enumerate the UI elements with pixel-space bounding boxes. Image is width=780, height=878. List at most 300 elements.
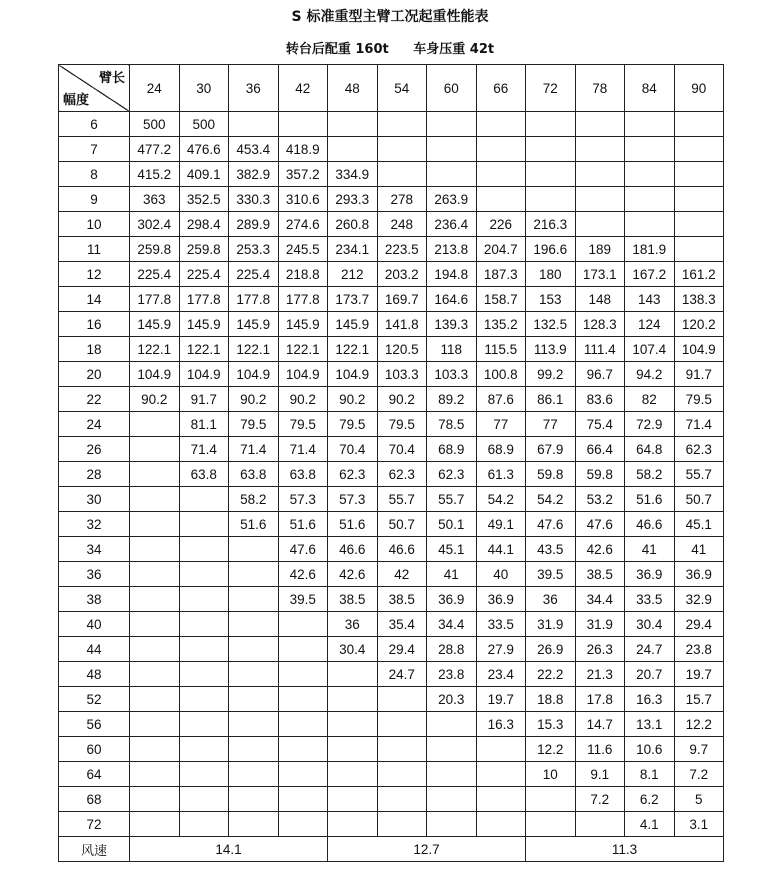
radius-cell: 16 [59, 312, 130, 337]
capacity-cell [179, 712, 229, 737]
load-chart-body [59, 65, 724, 862]
capacity-cell: 143 [625, 287, 675, 312]
capacity-cell: 260.8 [328, 212, 378, 237]
capacity-cell [229, 737, 279, 762]
capacity-cell: 120.5 [377, 337, 427, 362]
capacity-cell: 46.6 [377, 537, 427, 562]
capacity-cell [328, 737, 378, 762]
capacity-cell: 15.3 [526, 712, 576, 737]
table-row [59, 737, 724, 762]
capacity-cell: 10.6 [625, 737, 675, 762]
radius-cell: 44 [59, 637, 130, 662]
capacity-cell: 55.7 [674, 462, 724, 487]
radius-cell: 7 [59, 137, 130, 162]
boom-length-header: 36 [229, 65, 279, 112]
capacity-cell: 29.4 [674, 612, 724, 637]
table-row [59, 512, 724, 537]
capacity-cell: 139.3 [427, 312, 477, 337]
capacity-cell: 453.4 [229, 137, 279, 162]
radius-axis-label: 幅度 [63, 93, 90, 108]
capacity-cell: 3.1 [674, 812, 724, 837]
capacity-cell: 477.2 [130, 137, 180, 162]
capacity-cell: 145.9 [179, 312, 229, 337]
table-row [59, 112, 724, 137]
radius-cell: 36 [59, 562, 130, 587]
capacity-cell [575, 162, 625, 187]
capacity-cell: 177.8 [229, 287, 279, 312]
capacity-cell [575, 812, 625, 837]
capacity-cell: 15.7 [674, 687, 724, 712]
capacity-cell: 44.1 [476, 537, 526, 562]
table-row [59, 712, 724, 737]
capacity-cell [476, 187, 526, 212]
capacity-cell [476, 162, 526, 187]
capacity-cell: 298.4 [179, 212, 229, 237]
wind-speed-value: 12.7 [328, 837, 526, 862]
table-subtitle [0, 38, 780, 57]
capacity-cell: 83.6 [575, 387, 625, 412]
capacity-cell: 9.7 [674, 737, 724, 762]
capacity-cell: 55.7 [427, 487, 477, 512]
capacity-cell: 58.2 [625, 462, 675, 487]
radius-cell: 52 [59, 687, 130, 712]
capacity-cell: 21.3 [575, 662, 625, 687]
capacity-cell: 196.6 [526, 237, 576, 262]
capacity-cell: 45.1 [427, 537, 477, 562]
capacity-cell: 35.4 [377, 612, 427, 637]
capacity-cell [229, 637, 279, 662]
capacity-cell [328, 662, 378, 687]
capacity-cell: 46.6 [328, 537, 378, 562]
capacity-cell: 36 [526, 587, 576, 612]
table-row [59, 312, 724, 337]
capacity-cell: 41 [625, 537, 675, 562]
capacity-cell [427, 712, 477, 737]
boom-length-header: 90 [674, 65, 724, 112]
capacity-cell: 91.7 [179, 387, 229, 412]
capacity-cell: 71.4 [674, 412, 724, 437]
capacity-cell: 415.2 [130, 162, 180, 187]
table-row [59, 462, 724, 487]
capacity-cell [179, 737, 229, 762]
capacity-cell [575, 112, 625, 137]
capacity-cell [575, 187, 625, 212]
radius-cell: 12 [59, 262, 130, 287]
capacity-cell: 36.9 [427, 587, 477, 612]
counterweight-label: 转台后配重 160t [285, 42, 389, 57]
capacity-cell [625, 162, 675, 187]
capacity-cell [130, 662, 180, 687]
capacity-cell: 82 [625, 387, 675, 412]
capacity-cell: 14.7 [575, 712, 625, 737]
capacity-cell [229, 112, 279, 137]
capacity-cell [130, 687, 180, 712]
capacity-cell: 164.6 [427, 287, 477, 312]
boom-length-header: 72 [526, 65, 576, 112]
capacity-cell: 62.3 [674, 437, 724, 462]
capacity-cell [130, 712, 180, 737]
load-chart-table [58, 64, 724, 862]
capacity-cell [526, 187, 576, 212]
capacity-cell: 382.9 [229, 162, 279, 187]
capacity-cell [476, 812, 526, 837]
capacity-cell: 135.2 [476, 312, 526, 337]
capacity-cell [278, 762, 328, 787]
capacity-cell: 90.2 [278, 387, 328, 412]
boom-length-axis-label: 臂长 [98, 71, 125, 86]
capacity-cell: 67.9 [526, 437, 576, 462]
capacity-cell: 17.8 [575, 687, 625, 712]
capacity-cell: 6.2 [625, 787, 675, 812]
capacity-cell: 122.1 [229, 337, 279, 362]
capacity-cell [179, 762, 229, 787]
capacity-cell: 107.4 [625, 337, 675, 362]
capacity-cell: 71.4 [229, 437, 279, 462]
capacity-cell: 41 [427, 562, 477, 587]
capacity-cell [229, 762, 279, 787]
capacity-cell [130, 587, 180, 612]
capacity-cell: 289.9 [229, 212, 279, 237]
capacity-cell: 278 [377, 187, 427, 212]
capacity-cell: 16.3 [625, 687, 675, 712]
capacity-cell [130, 487, 180, 512]
table-row [59, 537, 724, 562]
wind-speed-label: 风速 [59, 837, 130, 862]
capacity-cell: 50.1 [427, 512, 477, 537]
capacity-cell: 90.2 [229, 387, 279, 412]
capacity-cell: 103.3 [377, 362, 427, 387]
capacity-cell: 212 [328, 262, 378, 287]
capacity-cell [130, 437, 180, 462]
capacity-cell [229, 687, 279, 712]
capacity-cell: 104.9 [229, 362, 279, 387]
radius-cell: 48 [59, 662, 130, 687]
capacity-cell: 81.1 [179, 412, 229, 437]
capacity-cell: 13.1 [625, 712, 675, 737]
wind-speed-value: 11.3 [526, 837, 724, 862]
radius-cell: 20 [59, 362, 130, 387]
capacity-cell: 225.4 [179, 262, 229, 287]
capacity-cell: 225.4 [130, 262, 180, 287]
capacity-cell: 86.1 [526, 387, 576, 412]
boom-length-header: 84 [625, 65, 675, 112]
capacity-cell: 51.6 [625, 487, 675, 512]
capacity-cell: 103.3 [427, 362, 477, 387]
table-row [59, 187, 724, 212]
capacity-cell: 28.8 [427, 637, 477, 662]
table-row [59, 387, 724, 412]
capacity-cell: 194.8 [427, 262, 477, 287]
table-row [59, 487, 724, 512]
capacity-cell: 72.9 [625, 412, 675, 437]
capacity-cell [476, 737, 526, 762]
capacity-cell: 63.8 [229, 462, 279, 487]
capacity-cell [130, 412, 180, 437]
capacity-cell: 39.5 [526, 562, 576, 587]
table-row [59, 237, 724, 262]
capacity-cell: 90.2 [328, 387, 378, 412]
capacity-cell: 248 [377, 212, 427, 237]
capacity-cell: 9.1 [575, 762, 625, 787]
capacity-cell [625, 137, 675, 162]
capacity-cell [328, 812, 378, 837]
capacity-cell: 79.5 [278, 412, 328, 437]
capacity-cell: 79.5 [377, 412, 427, 437]
capacity-cell: 38.5 [328, 587, 378, 612]
capacity-cell: 138.3 [674, 287, 724, 312]
capacity-cell: 23.8 [427, 662, 477, 687]
capacity-cell [229, 587, 279, 612]
capacity-cell [328, 112, 378, 137]
capacity-cell [130, 562, 180, 587]
table-row [59, 362, 724, 387]
capacity-cell: 89.2 [427, 387, 477, 412]
capacity-cell: 59.8 [526, 462, 576, 487]
radius-cell: 22 [59, 387, 130, 412]
radius-cell: 14 [59, 287, 130, 312]
radius-cell: 60 [59, 737, 130, 762]
capacity-cell [427, 737, 477, 762]
capacity-cell [377, 737, 427, 762]
capacity-cell: 36 [328, 612, 378, 637]
capacity-cell: 42.6 [278, 562, 328, 587]
capacity-cell [526, 812, 576, 837]
capacity-cell: 145.9 [278, 312, 328, 337]
table-title: S 标准重型主臂工况起重性能表 [291, 9, 489, 25]
capacity-cell: 113.9 [526, 337, 576, 362]
capacity-cell: 71.4 [179, 437, 229, 462]
capacity-cell [427, 812, 477, 837]
table-row [59, 262, 724, 287]
capacity-cell: 7.2 [575, 787, 625, 812]
capacity-cell [278, 612, 328, 637]
capacity-cell [229, 562, 279, 587]
capacity-cell [476, 787, 526, 812]
table-row [59, 212, 724, 237]
capacity-cell: 16.3 [476, 712, 526, 737]
capacity-cell: 245.5 [278, 237, 328, 262]
capacity-cell: 94.2 [625, 362, 675, 387]
capacity-cell: 50.7 [674, 487, 724, 512]
capacity-cell [130, 637, 180, 662]
capacity-cell: 259.8 [179, 237, 229, 262]
capacity-cell: 33.5 [625, 587, 675, 612]
radius-cell: 26 [59, 437, 130, 462]
capacity-cell [179, 812, 229, 837]
table-row [59, 787, 724, 812]
capacity-cell: 177.8 [179, 287, 229, 312]
capacity-cell: 173.1 [575, 262, 625, 287]
capacity-cell: 330.3 [229, 187, 279, 212]
capacity-cell: 71.4 [278, 437, 328, 462]
capacity-cell: 47.6 [278, 537, 328, 562]
capacity-cell: 39.5 [278, 587, 328, 612]
capacity-cell: 41 [674, 537, 724, 562]
capacity-cell [130, 737, 180, 762]
capacity-cell: 54.2 [526, 487, 576, 512]
capacity-cell: 91.7 [674, 362, 724, 387]
capacity-cell: 145.9 [229, 312, 279, 337]
capacity-cell [377, 787, 427, 812]
capacity-cell: 77 [476, 412, 526, 437]
capacity-cell: 120.2 [674, 312, 724, 337]
capacity-cell: 20.7 [625, 662, 675, 687]
capacity-cell: 132.5 [526, 312, 576, 337]
capacity-cell: 63.8 [179, 462, 229, 487]
capacity-cell: 352.5 [179, 187, 229, 212]
radius-cell: 28 [59, 462, 130, 487]
capacity-cell [328, 712, 378, 737]
capacity-cell: 169.7 [377, 287, 427, 312]
table-row [59, 812, 724, 837]
capacity-cell: 145.9 [328, 312, 378, 337]
radius-cell: 18 [59, 337, 130, 362]
capacity-cell: 24.7 [377, 662, 427, 687]
capacity-cell: 34.4 [427, 612, 477, 637]
capacity-cell [526, 112, 576, 137]
capacity-cell: 500 [179, 112, 229, 137]
header-row [59, 65, 724, 112]
radius-cell: 72 [59, 812, 130, 837]
capacity-cell: 216.3 [526, 212, 576, 237]
capacity-cell [377, 687, 427, 712]
boom-length-header: 42 [278, 65, 328, 112]
capacity-cell [674, 187, 724, 212]
capacity-cell: 10 [526, 762, 576, 787]
capacity-cell: 118 [427, 337, 477, 362]
capacity-cell: 187.3 [476, 262, 526, 287]
capacity-cell: 274.6 [278, 212, 328, 237]
capacity-cell: 100.8 [476, 362, 526, 387]
capacity-cell: 158.7 [476, 287, 526, 312]
capacity-cell: 79.5 [674, 387, 724, 412]
capacity-cell: 75.4 [575, 412, 625, 437]
capacity-cell: 12.2 [526, 737, 576, 762]
capacity-cell: 38.5 [377, 587, 427, 612]
radius-cell: 24 [59, 412, 130, 437]
capacity-cell: 500 [130, 112, 180, 137]
capacity-cell: 20.3 [427, 687, 477, 712]
capacity-cell: 22.2 [526, 662, 576, 687]
capacity-cell: 59.8 [575, 462, 625, 487]
capacity-cell: 11.6 [575, 737, 625, 762]
capacity-cell: 29.4 [377, 637, 427, 662]
radius-cell: 30 [59, 487, 130, 512]
wind-speed-row [59, 837, 724, 862]
capacity-cell [377, 712, 427, 737]
capacity-cell [179, 562, 229, 587]
capacity-cell [130, 812, 180, 837]
capacity-cell: 153 [526, 287, 576, 312]
capacity-cell [179, 537, 229, 562]
capacity-cell: 293.3 [328, 187, 378, 212]
capacity-cell: 253.3 [229, 237, 279, 262]
capacity-cell [278, 662, 328, 687]
capacity-cell [179, 662, 229, 687]
capacity-cell [229, 612, 279, 637]
capacity-cell: 122.1 [130, 337, 180, 362]
capacity-cell [575, 212, 625, 237]
radius-cell: 68 [59, 787, 130, 812]
capacity-cell [674, 162, 724, 187]
capacity-cell [328, 762, 378, 787]
capacity-cell: 363 [130, 187, 180, 212]
capacity-cell: 68.9 [427, 437, 477, 462]
capacity-cell: 19.7 [674, 662, 724, 687]
table-row [59, 612, 724, 637]
capacity-cell: 145.9 [130, 312, 180, 337]
capacity-cell: 62.3 [427, 462, 477, 487]
capacity-cell: 122.1 [328, 337, 378, 362]
capacity-cell: 218.8 [278, 262, 328, 287]
capacity-cell [229, 712, 279, 737]
radius-cell: 9 [59, 187, 130, 212]
capacity-cell: 99.2 [526, 362, 576, 387]
capacity-cell: 87.6 [476, 387, 526, 412]
capacity-cell [179, 637, 229, 662]
capacity-cell [179, 612, 229, 637]
capacity-cell: 104.9 [278, 362, 328, 387]
capacity-cell: 180 [526, 262, 576, 287]
capacity-cell: 124 [625, 312, 675, 337]
capacity-cell [130, 787, 180, 812]
capacity-cell: 115.5 [476, 337, 526, 362]
capacity-cell [229, 787, 279, 812]
table-row [59, 762, 724, 787]
capacity-cell: 19.7 [476, 687, 526, 712]
capacity-cell: 161.2 [674, 262, 724, 287]
capacity-cell [130, 537, 180, 562]
capacity-cell: 128.3 [575, 312, 625, 337]
table-row [59, 687, 724, 712]
capacity-cell: 77 [526, 412, 576, 437]
capacity-cell [377, 112, 427, 137]
boom-length-header: 78 [575, 65, 625, 112]
capacity-cell [278, 812, 328, 837]
car-ballast-label: 车身压重 42t [413, 42, 495, 57]
capacity-cell: 173.7 [328, 287, 378, 312]
radius-cell: 64 [59, 762, 130, 787]
capacity-cell: 302.4 [130, 212, 180, 237]
capacity-cell: 79.5 [229, 412, 279, 437]
capacity-cell [427, 162, 477, 187]
capacity-cell [179, 687, 229, 712]
table-row [59, 587, 724, 612]
capacity-cell: 23.8 [674, 637, 724, 662]
capacity-cell: 203.2 [377, 262, 427, 287]
capacity-cell: 47.6 [526, 512, 576, 537]
capacity-cell: 26.3 [575, 637, 625, 662]
radius-cell: 38 [59, 587, 130, 612]
capacity-cell: 4.1 [625, 812, 675, 837]
capacity-cell: 57.3 [278, 487, 328, 512]
boom-length-header: 30 [179, 65, 229, 112]
capacity-cell: 141.8 [377, 312, 427, 337]
capacity-cell [674, 112, 724, 137]
capacity-cell: 36.9 [674, 562, 724, 587]
capacity-cell: 259.8 [130, 237, 180, 262]
capacity-cell: 62.3 [377, 462, 427, 487]
capacity-cell [229, 537, 279, 562]
capacity-cell: 42 [377, 562, 427, 587]
capacity-cell: 226 [476, 212, 526, 237]
capacity-cell: 5 [674, 787, 724, 812]
capacity-cell: 104.9 [179, 362, 229, 387]
capacity-cell [377, 812, 427, 837]
capacity-cell: 234.1 [328, 237, 378, 262]
table-row [59, 662, 724, 687]
capacity-cell: 30.4 [328, 637, 378, 662]
